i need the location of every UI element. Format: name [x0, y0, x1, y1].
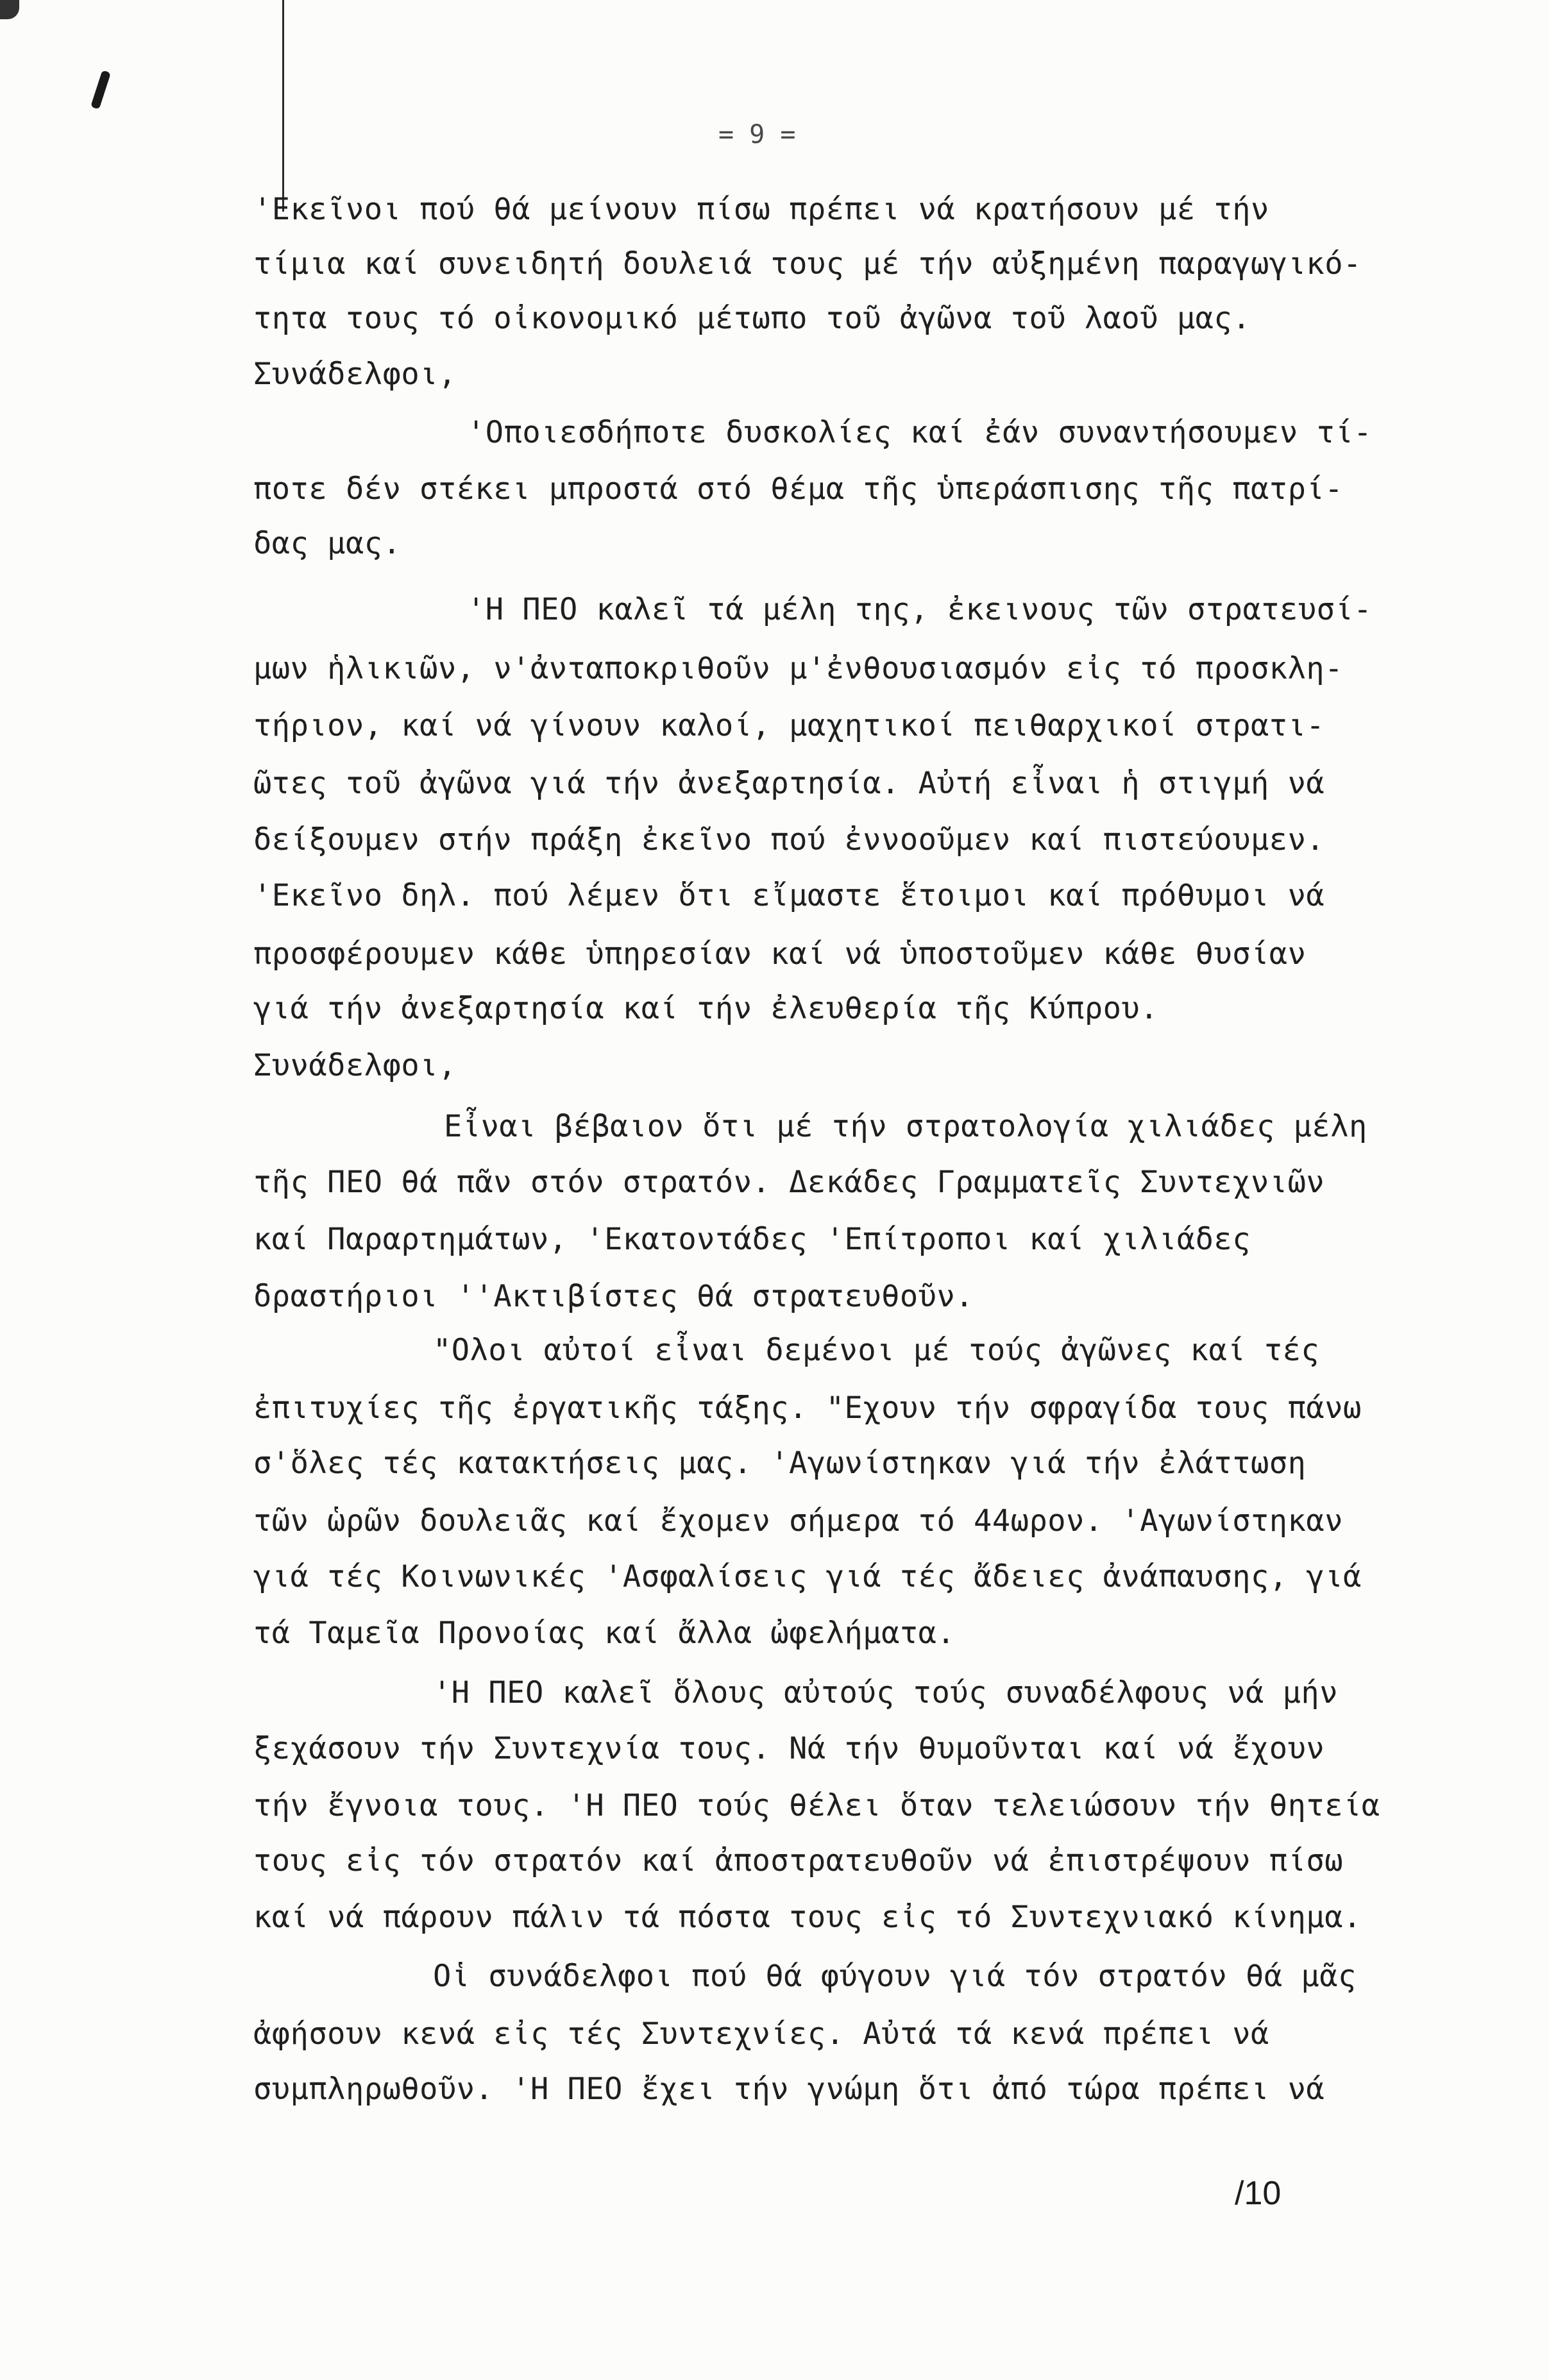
text-line: τήριον, καί νά γίνουν καλοί, μαχητικοί πειθαρχικοί στρατι- [253, 708, 1325, 743]
text-line: δας μας. [253, 526, 402, 561]
text-line: δείξουμεν στήν πράξη ἐκεῖνο πού ἐννοοῦμεν καί πιστεύουμεν. [253, 822, 1325, 857]
text-line: 'Η ΠΕΟ καλεῖ ὅλους αὐτούς τούς συναδέλφους νά μήν [433, 1675, 1339, 1710]
text-line: γιά τές Κοινωνικές 'Ασφαλίσεις γιά τές ἄδειες ἀνάπαυσης, γιά [253, 1559, 1362, 1594]
text-line: μων ἡλικιῶν, ν'ἀνταποκριθοῦν μ'ἐνθουσιασμόν εἰς τό προσκλη- [253, 651, 1343, 686]
text-line: καί νά πάρουν πάλιν τά πόστα τους εἰς τό Συντεχνιακό κίνημα. [253, 1900, 1362, 1935]
text-line: τίμια καί συνειδητή δουλειά τους μέ τήν αὐξημένη παραγωγικό- [253, 246, 1362, 282]
page-number: = 9 = [718, 120, 796, 149]
text-line: σ'ὅλες τές κατακτήσεις μας. 'Αγωνίστηκαν γιά τήν ἐλάττωση [253, 1446, 1307, 1481]
text-line: ἐπιτυχίες τῆς ἐργατικῆς τάξης. "Εχουν τήν σφραγίδα τους πάνω [253, 1390, 1362, 1426]
text-line: 'Εκεῖνο δηλ. πού λέμεν ὅτι εἴμαστε ἕτοιμοι καί πρόθυμοι νά [253, 878, 1325, 913]
text-line: τῶν ὡρῶν δουλειᾶς καί ἔχομεν σήμερα τό 44ωρον. 'Αγωνίστηκαν [253, 1503, 1343, 1539]
text-line: Εἶναι βέβαιον ὅτι μέ τήν στρατολογία χιλιάδες μέλη [444, 1109, 1367, 1144]
text-line: Συνάδελφοι, [253, 357, 457, 392]
text-line: Συνάδελφοι, [253, 1048, 457, 1083]
text-line: ξεχάσουν τήν Συντεχνία τους. Νά τήν θυμοῦνται καί νά ἔχουν [253, 1731, 1325, 1766]
text-line: τήν ἔγνοια τους. 'Η ΠΕΟ τούς θέλει ὅταν τελειώσουν τήν θητεία [253, 1788, 1380, 1823]
text-line: τῆς ΠΕΟ θά πᾶν στόν στρατόν. Δεκάδες Γραμματεῖς Συντεχνιῶν [253, 1165, 1325, 1200]
text-line: προσφέρουμεν κάθε ὑπηρεσίαν καί νά ὑποστοῦμεν κάθε θυσίαν [253, 936, 1307, 972]
text-line: καί Παραρτημάτων, 'Εκατοντάδες 'Επίτροποι καί χιλιάδες [253, 1222, 1251, 1257]
text-line: ποτε δέν στέκει μπροστά στό θέμα τῆς ὑπεράσπισης τῆς πατρί- [253, 471, 1343, 507]
text-line: συμπληρωθοῦν. 'Η ΠΕΟ ἔχει τήν γνώμη ὅτι ἀπό τώρα πρέπει νά [253, 2072, 1325, 2107]
text-line: 'Η ΠΕΟ καλεῖ τά μέλη της, ἐκεινους τῶν στρατευσί- [467, 592, 1373, 627]
continuation-mark: /10 [1235, 2175, 1282, 2212]
text-line: τους εἰς τόν στρατόν καί ἀποστρατευθοῦν νά ἐπιστρέψουν πίσω [253, 1843, 1343, 1878]
text-line: τητα τους τό οἰκονομικό μέτωπο τοῦ ἀγῶνα τοῦ λαοῦ μας. [253, 301, 1251, 336]
text-line: Οἱ συνάδελφοι πού θά φύγουν γιά τόν στρατόν θά μᾶς [433, 1959, 1357, 1994]
text-line: "Ολοι αὐτοί εἶναι δεμένοι μέ τούς ἀγῶνες καί τές [433, 1333, 1320, 1368]
text-line: ῶτες τοῦ ἀγῶνα γιά τήν ἀνεξαρτησία. Αὐτή εἶναι ἡ στιγμή νά [253, 766, 1325, 801]
text-line: τά Ταμεῖα Προνοίας καί ἄλλα ὠφελήματα. [253, 1616, 956, 1651]
text-line: γιά τήν ἀνεξαρτησία καί τήν ἐλευθερία τῆς Κύπρου. [253, 991, 1159, 1026]
text-line: δραστήριοι ''Ακτιβίστες θά στρατευθοῦν. [253, 1279, 974, 1314]
text-line: 'Οποιεσδήποτε δυσκολίες καί ἐάν συναντήσουμεν τί- [467, 415, 1373, 450]
text-line: 'Εκεῖνοι πού θά μείνουν πίσω πρέπει νά κρατήσουν μέ τήν [253, 192, 1269, 227]
text-line: ἀφήσουν κενά εἰς τές Συντεχνίες. Αὐτά τά κενά πρέπει νά [253, 2016, 1269, 2052]
